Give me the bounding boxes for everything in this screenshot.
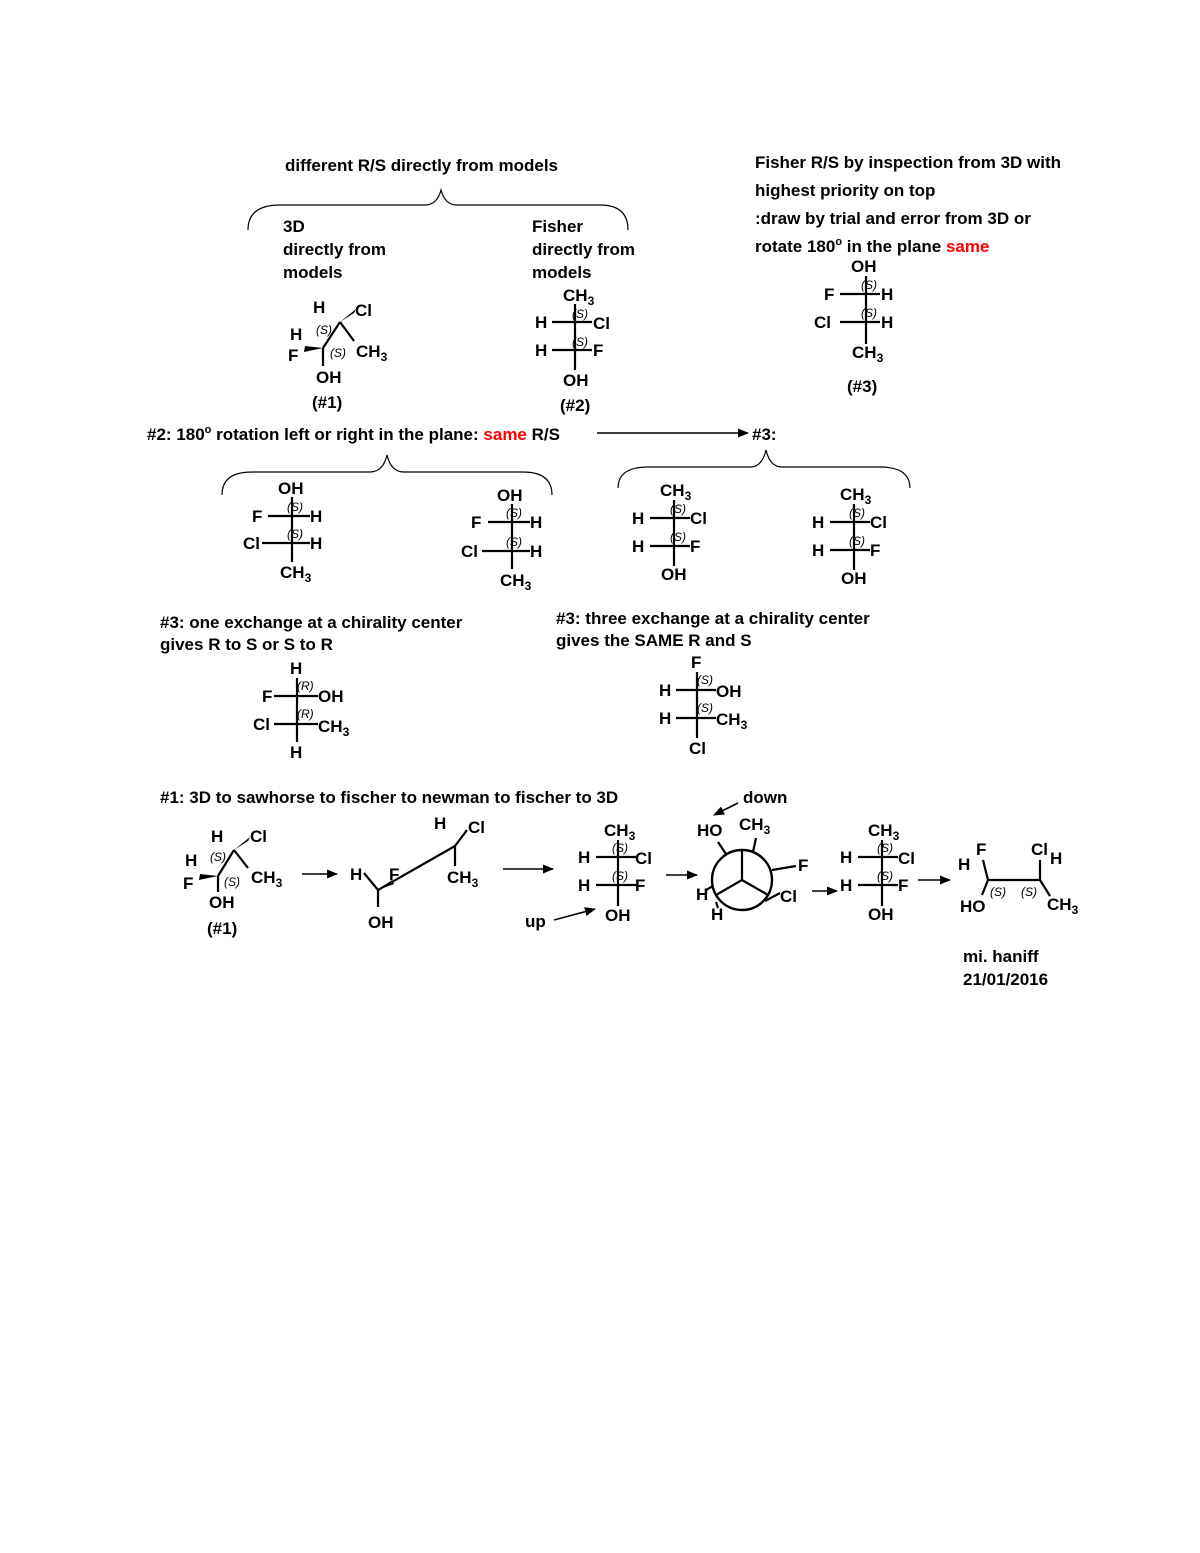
svg-text:(S): (S) <box>861 278 877 292</box>
svg-text::draw by trial and error from: :draw by trial and error from 3D or <box>755 209 1031 228</box>
svg-text:(S): (S) <box>697 701 713 715</box>
row2-caption: #2: 180$^o$ rotation left or right in the plane: same R/S <box>147 424 560 444</box>
svg-text:highest priority on top: highest priority on top <box>755 181 936 200</box>
svg-text:(S): (S) <box>316 323 332 337</box>
svg-text:OH: OH <box>316 368 342 387</box>
svg-text:(S): (S) <box>849 534 865 548</box>
molecule-3-fisher <box>814 257 893 396</box>
svg-text:(S): (S) <box>330 346 346 360</box>
svg-text:(S): (S) <box>670 502 686 516</box>
svg-text:OH: OH <box>318 687 344 706</box>
svg-text:CH3: $CH_3$ <box>660 481 692 503</box>
row4-title: #1: 3D to sawhorse to fischer to newman to fischer to 3D <box>160 788 619 807</box>
svg-text:H: H <box>659 681 672 700</box>
svg-text:OH: OH <box>209 893 235 912</box>
svg-text:F: F <box>690 537 701 556</box>
svg-text:directly from: directly from <box>283 240 386 259</box>
svg-text:CH3: $CH_3$ <box>447 868 479 890</box>
svg-text:F: F <box>976 840 987 859</box>
svg-text:#3: three exchange at a chiral: #3: three exchange at a chirality center <box>556 609 870 628</box>
svg-text:OH: OH <box>278 479 304 498</box>
svg-text:F: F <box>870 541 881 560</box>
svg-text:Cl: Cl <box>1031 840 1048 859</box>
svg-text:H: H <box>530 513 543 532</box>
svg-text:H: H <box>578 876 591 895</box>
sawhorse <box>350 814 485 932</box>
svg-text:H: H <box>958 855 971 874</box>
svg-text:(S): (S) <box>287 527 303 541</box>
svg-text:Cl: Cl <box>814 313 831 332</box>
svg-text:F: F <box>798 856 809 875</box>
svg-text:H: H <box>290 659 303 678</box>
svg-text:H: H <box>290 743 303 762</box>
svg-text:H: H <box>535 313 548 332</box>
svg-text:F: F <box>183 874 194 893</box>
svg-text:F: F <box>691 653 702 672</box>
svg-text:H: H <box>696 885 709 904</box>
svg-text:OH: OH <box>661 565 687 584</box>
svg-text:H: H <box>881 313 894 332</box>
svg-text:(S): (S) <box>287 500 303 514</box>
svg-text:Cl: Cl <box>870 513 887 532</box>
svg-text:OH: OH <box>868 905 894 924</box>
col-fisher-heading <box>532 217 635 282</box>
svg-text:H: H <box>1050 849 1063 868</box>
svg-text:Cl: Cl <box>250 827 267 846</box>
svg-text:Cl: Cl <box>461 542 478 561</box>
svg-text:(S): (S) <box>506 535 522 549</box>
svg-text:CH3: $CH_3$ <box>604 821 636 843</box>
fisher-one-exchange <box>253 659 350 762</box>
row3-left-caption <box>160 613 463 654</box>
svg-text:(S): (S) <box>224 875 240 889</box>
molecule-2-fisher <box>535 286 610 415</box>
svg-text:CH3: $CH_3$ <box>500 571 532 593</box>
svg-text:OH: OH <box>563 371 589 390</box>
svg-text:HO: HO <box>697 821 723 840</box>
svg-text:(R): (R) <box>297 679 314 693</box>
svg-text:(S): (S) <box>612 869 628 883</box>
svg-text:(S): (S) <box>506 506 522 520</box>
svg-text:mi. haniff: mi. haniff <box>963 947 1039 966</box>
svg-text:H: H <box>310 507 323 526</box>
svg-text:(S): (S) <box>572 307 588 321</box>
molecule-1-3d <box>288 298 388 412</box>
svg-text:gives R to S or S to R: gives R to S or S to R <box>160 635 333 654</box>
svg-text:rotate 180o in the plane same: rotate 180$^o$ in the plane same <box>755 236 990 256</box>
label-down: down <box>743 788 788 807</box>
svg-text:OH: OH <box>841 569 867 588</box>
svg-text:(S): (S) <box>877 841 893 855</box>
svg-text:(S): (S) <box>210 850 226 864</box>
svg-text:OH: OH <box>605 906 631 925</box>
row2-target: #3: <box>752 425 777 444</box>
svg-text:OH: OH <box>368 913 394 932</box>
svg-text:H: H <box>632 509 645 528</box>
fisher-three-exchange <box>659 653 748 758</box>
svg-text:H: H <box>290 325 303 344</box>
svg-text:H: H <box>659 709 672 728</box>
svg-text:(S): (S) <box>612 841 628 855</box>
svg-text:#3: one exchange at a chiralit: #3: one exchange at a chirality center <box>160 613 463 632</box>
svg-text:OH: OH <box>716 682 742 701</box>
label-up: up <box>525 912 546 931</box>
svg-text:F: F <box>471 513 482 532</box>
svg-text:F: F <box>252 507 263 526</box>
fisher-d <box>812 485 887 588</box>
svg-text:F: F <box>262 687 273 706</box>
svg-text:CH3: $CH_3$ <box>356 342 388 364</box>
svg-text:Fisher: Fisher <box>532 217 584 236</box>
col-3d-heading <box>283 217 386 282</box>
svg-text:H: H <box>840 848 853 867</box>
svg-text:F: F <box>288 346 299 365</box>
svg-text:HO: HO <box>960 897 986 916</box>
svg-text:Cl: Cl <box>355 301 372 320</box>
svg-text:H: H <box>313 298 326 317</box>
svg-text:H: H <box>578 848 591 867</box>
svg-text:CH3: $CH_3$ <box>852 343 884 365</box>
arrow-up <box>554 909 595 920</box>
svg-text:CH3: $CH_3$ <box>251 868 283 890</box>
svg-text:F: F <box>389 865 400 884</box>
svg-text:H: H <box>350 865 363 884</box>
svg-text:models: models <box>532 263 592 282</box>
svg-text:Cl: Cl <box>689 739 706 758</box>
signature <box>963 947 1048 989</box>
svg-text:Cl: Cl <box>253 715 270 734</box>
svg-text:CH3: $CH_3$ <box>1047 895 1079 917</box>
svg-text:CH3: $CH_3$ <box>318 717 350 739</box>
row4-fischer-2 <box>840 821 915 924</box>
svg-text:CH3: $CH_3$ <box>739 815 771 837</box>
label-m1: (#1) <box>312 393 343 412</box>
svg-text:H: H <box>881 285 894 304</box>
svg-text:CH3: $CH_3$ <box>563 286 595 308</box>
svg-text:H: H <box>310 534 323 553</box>
label-m2: (#2) <box>560 396 591 415</box>
newman-projection <box>696 815 808 924</box>
row3-right-caption <box>556 609 870 650</box>
svg-text:Cl: Cl <box>243 534 260 553</box>
svg-text:F: F <box>824 285 835 304</box>
row4-fischer-1 <box>578 821 652 925</box>
svg-text:Cl: Cl <box>690 509 707 528</box>
svg-text:CH3: $CH_3$ <box>868 821 900 843</box>
svg-text:(S): (S) <box>849 506 865 520</box>
svg-text:H: H <box>535 341 548 360</box>
svg-text:(S): (S) <box>572 335 588 349</box>
svg-text:H: H <box>812 513 825 532</box>
svg-text:CH3: $CH_3$ <box>716 710 748 732</box>
svg-text:(S): (S) <box>990 885 1006 899</box>
row4-3d-start <box>183 827 283 938</box>
svg-text:H: H <box>530 542 543 561</box>
svg-text:Fisher R/S by inspection from: Fisher R/S by inspection from 3D with <box>755 153 1062 172</box>
svg-text:F: F <box>635 876 646 895</box>
svg-text:Cl: Cl <box>635 849 652 868</box>
svg-text:Cl: Cl <box>468 818 485 837</box>
svg-text:(R): (R) <box>297 707 314 721</box>
svg-text:Cl: Cl <box>780 887 797 906</box>
svg-text:H: H <box>185 851 198 870</box>
svg-text:OH: OH <box>497 486 523 505</box>
svg-text:H: H <box>711 905 724 924</box>
row4-3d-end <box>958 840 1079 917</box>
fisher-a <box>243 479 322 585</box>
svg-text:(S): (S) <box>861 306 877 320</box>
svg-text:OH: OH <box>851 257 877 276</box>
svg-text:F: F <box>593 341 604 360</box>
right-explanation <box>755 153 1061 256</box>
svg-text:F: F <box>898 876 909 895</box>
svg-text:CH3: $CH_3$ <box>840 485 872 507</box>
svg-text:(#1): (#1) <box>207 919 238 938</box>
fisher-b <box>461 486 542 593</box>
svg-text:(S): (S) <box>1021 885 1037 899</box>
svg-text:H: H <box>434 814 447 833</box>
arrow-down <box>714 803 738 815</box>
svg-text:21/01/2016: 21/01/2016 <box>963 970 1049 989</box>
svg-text:gives the SAME R and S: gives the SAME R and S <box>556 631 752 650</box>
svg-text:directly from: directly from <box>532 240 635 259</box>
svg-text:CH3: $CH_3$ <box>280 563 312 585</box>
svg-text:models: models <box>283 263 343 282</box>
svg-text:(S): (S) <box>877 869 893 883</box>
svg-text:Cl: Cl <box>898 849 915 868</box>
svg-text:(S): (S) <box>670 530 686 544</box>
header-left-title: different R/S directly from models <box>285 156 558 175</box>
svg-text:H: H <box>632 537 645 556</box>
label-m3: (#3) <box>847 377 878 396</box>
svg-text:H: H <box>211 827 224 846</box>
svg-text:3D: 3D <box>283 217 305 236</box>
svg-text:H: H <box>840 876 853 895</box>
svg-text:Cl: Cl <box>593 314 610 333</box>
svg-text:(S): (S) <box>697 673 713 687</box>
fisher-c <box>632 481 707 584</box>
svg-text:H: H <box>812 541 825 560</box>
